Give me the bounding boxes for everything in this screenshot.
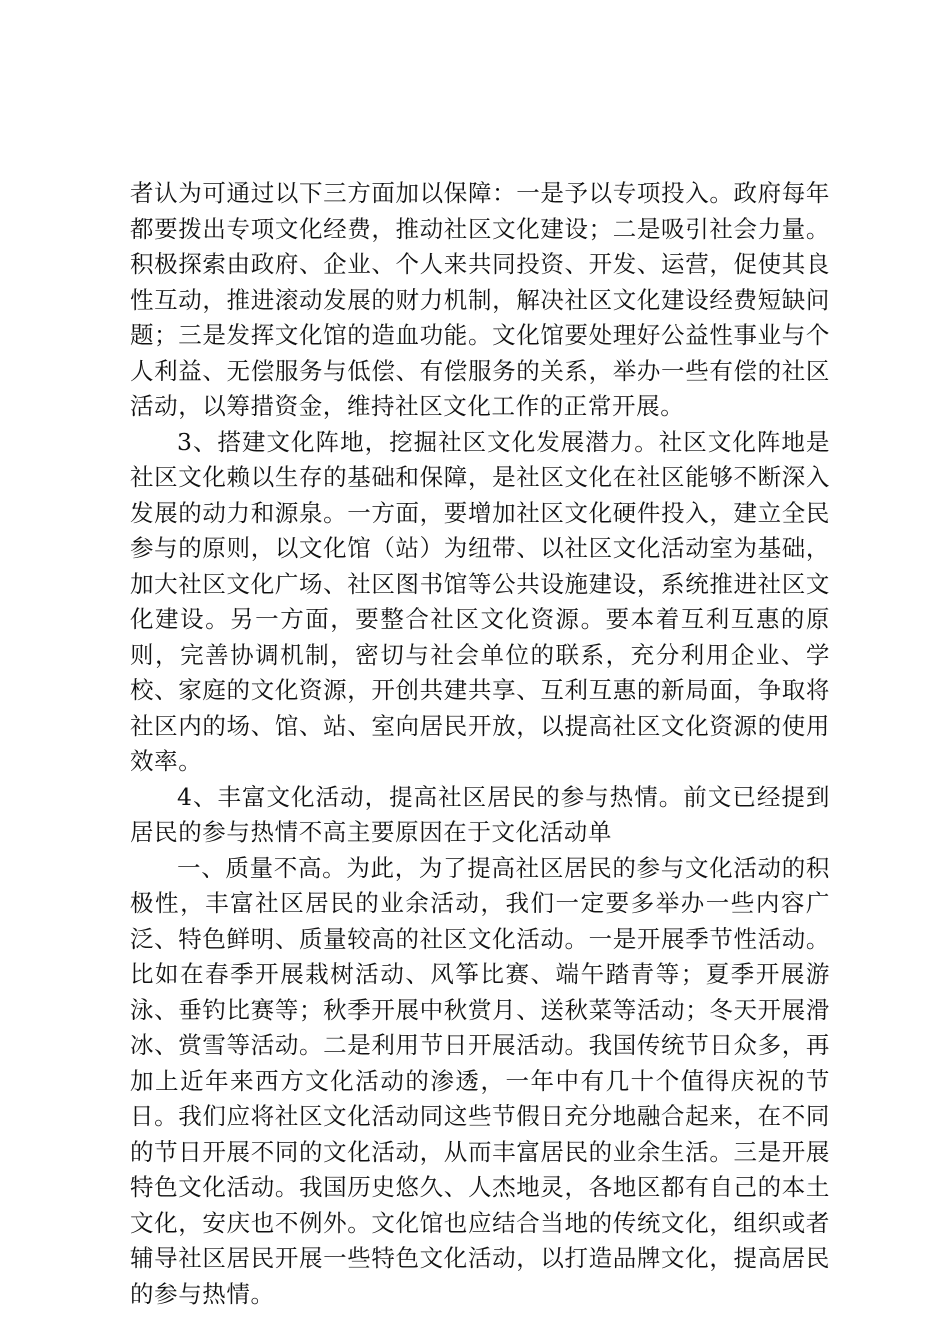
paragraph-cultural-activities: 4、丰富文化活动，提高社区居民的参与热情。前文已经提到居民的参与热情不高主要原因在于文化活动单: [130, 782, 830, 846]
paragraph-activity-quality: 一、质量不高。为此，为了提高社区居民的参与文化活动的积极性，丰富社区居民的业余活动，我们一定要多举办一些内容广泛、特色鲜明、质量较高的社区文化活动。一是开展季节性活动。比如在春季开展栽树活动、风筝比赛、端午踏青等；夏季开展游泳、垂钓比赛等；秋季开展中秋赏月、送秋菜等活动；冬天开展滑冰、赏雪等活动。二是利用节日开展活动。我国传统节日众多，再加上近年来西方文化活动的渗透，一年中有几十个值得庆祝的节日。我们应将社区文化活动同这些节假日充分地融合起来，在不同的节日开展不同的文化活动，从而丰富居民的业余生活。三是开展特色文化活动。我国历史悠久、人杰地灵，各地区都有自己的本土文化，安庆也不例外。文化馆也应结合当地的传统文化，组织或者辅导社区居民开展一些特色文化活动，以打造品牌文化，提高居民的参与热情。: [130, 853, 830, 1308]
paragraph-funding-guarantee: 者认为可通过以下三方面加以保障：一是予以专项投入。政府每年都要拨出专项文化经费，推动社区文化建设；二是吸引社会力量。积极探索由政府、企业、个人来共同投资、开发、运营，促使其良性互动，推进滚动发展的财力机制，解决社区文化建设经费短缺问题；三是发挥文化馆的造血功能。文化馆要处理好公益性事业与个人利益、无偿服务与低偿、有偿服务的关系，举办一些有偿的社区活动，以筹措资金，维持社区文化工作的正常开展。: [130, 179, 830, 420]
paragraph-cultural-venues: 3、搭建文化阵地，挖掘社区文化发展潜力。社区文化阵地是社区文化赖以生存的基础和保障，是社区文化在社区能够不断深入发展的动力和源泉。一方面，要增加社区文化硬件投入，建立全民参与的原则，以文化馆（站）为纽带、以社区文化活动室为基础，加大社区文化广场、社区图书馆等公共设施建设，系统推进社区文化建设。另一方面，要整合社区文化资源。要本着互利互惠的原则，完善协调机制，密切与社会单位的联系，充分利用企业、学校、家庭的文化资源，开创共建共享、互利互惠的新局面，争取将社区内的场、馆、站、室向居民开放，以提高社区文化资源的使用效率。: [130, 427, 830, 775]
document-body: [130, 176, 830, 1312]
